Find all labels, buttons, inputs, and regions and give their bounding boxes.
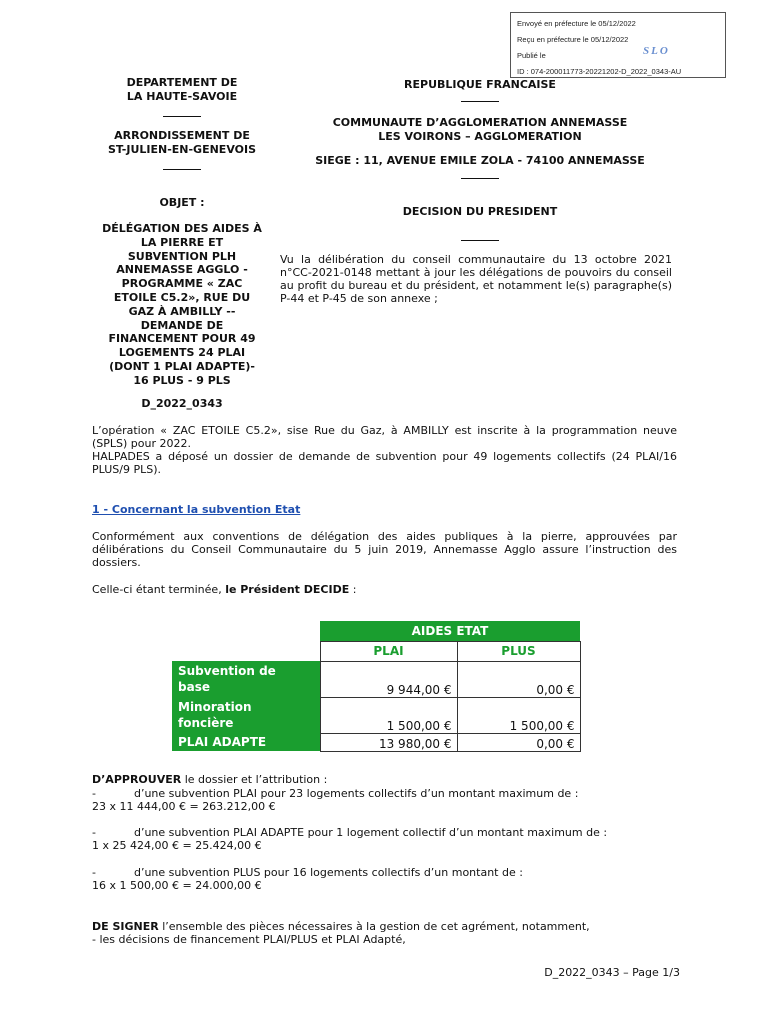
decide-line [92, 583, 677, 596]
section-1-title [92, 503, 300, 516]
approve-item [92, 826, 677, 852]
cell-plai: 1 500,00 € [320, 697, 457, 733]
decide-bold: le Président DECIDE [225, 583, 350, 596]
table-row [172, 697, 580, 733]
divider [163, 169, 201, 170]
sign-rest: l’ensemble des pièces nécessaires à la gestion de cet agrément, notamment, [158, 920, 590, 933]
prefecture-stamp [510, 12, 726, 78]
objet-line: LOGEMENTS 24 PLAI [118, 346, 246, 360]
objet-line: FINANCEMENT POUR 49 [108, 332, 256, 346]
cell-plai: 13 980,00 € [320, 733, 457, 751]
department-line2: LA HAUTE-SAVOIE [126, 90, 238, 103]
vu-deliberation: Vu la délibération du conseil communautaire du 13 octobre 2021 n°CC-2021-0148 mettant à jour les délégations de pouvoirs du conseil au profit du bureau et du président, et notamment le(s) paragraphe(s) P-44 et P-45 de son annexe ; [280, 253, 672, 305]
row-label-line: base [178, 680, 210, 694]
objet-line: SUBVENTION PLH [127, 249, 237, 263]
arrondissement-line1: ARRONDISSEMENT DE [114, 129, 250, 142]
department-block [92, 76, 272, 104]
divider [163, 116, 201, 117]
approve-item-calc: 23 x 11 444,00 € = 263.212,00 € [92, 800, 276, 813]
communaute-block [280, 116, 680, 144]
approve-title [92, 773, 677, 786]
dash: - [92, 787, 96, 800]
communaute-line1: COMMUNAUTE D’AGGLOMERATION ANNEMASSE [332, 116, 628, 129]
objet-line: ANNEMASSE AGGLO - [116, 263, 248, 277]
halpades-paragraph: HALPADES a déposé un dossier de demande de subvention pour 49 logements collectifs (24 PLAI/16 PLUS/9 PLS). [92, 450, 677, 476]
table-corner [172, 641, 320, 661]
operation-paragraph: L’opération « ZAC ETOILE C5.2», sise Rue du Gaz, à AMBILLY est inscrite à la programmation neuve (SPLS) pour 2022. [92, 424, 677, 450]
cell-plai: 9 944,00 € [320, 661, 457, 697]
objet-line: GAZ À AMBILLY -- [128, 304, 236, 318]
decide-suffix: : [349, 583, 357, 596]
row-label: PLAI ADAPTE [172, 733, 320, 751]
objet-line: PROGRAMME « ZAC [121, 277, 243, 291]
conformement-paragraph: Conformément aux conventions de délégation des aides publiques à la pierre, approuvées par délibérations du Conseil Communautaire du 5 juin 2019, Annemasse Agglo assure l’instruction des dossiers. [92, 530, 677, 569]
section-1-title-text: 1 - Concernant la subvention Etat [92, 503, 301, 516]
table-header: AIDES ETAT [320, 621, 580, 641]
approve-item-text: d’une subvention PLAI pour 23 logements collectifs d’un montant maximum de : [133, 787, 579, 800]
stamp-sent: Envoyé en préfecture le 05/12/2022 [517, 19, 636, 28]
decide-prefix: Celle-ci étant terminée, [92, 583, 226, 596]
row-label-line: foncière [178, 716, 234, 730]
approve-item-text: d’une subvention PLAI ADAPTE pour 1 logement collectif d’un montant maximum de : [133, 826, 608, 839]
department-line1: DEPARTEMENT DE [126, 76, 238, 89]
decision-title: DECISION DU PRESIDENT [402, 205, 558, 218]
table-row [172, 733, 580, 751]
page-footer: D_2022_0343 – Page 1/3 [544, 966, 680, 979]
arrondissement-block [92, 129, 272, 157]
objet-line: DÉLÉGATION DES AIDES À [102, 222, 262, 235]
dash: - [92, 826, 96, 839]
divider [461, 178, 499, 179]
stamp-published: Publié le [517, 51, 546, 60]
slo-logo: SLO [643, 45, 670, 57]
cell-plus: 0,00 € [457, 733, 580, 751]
approve-item-calc: 16 x 1 500,00 € = 24.000,00 € [92, 879, 262, 892]
republique-title: REPUBLIQUE FRANCAISE [404, 78, 556, 91]
row-label [172, 661, 320, 697]
row-label-line: Subvention de [178, 664, 276, 678]
objet-line: DEMANDE DE [140, 318, 224, 332]
aides-etat-table [172, 621, 581, 752]
row-label-line: Minoration [178, 700, 252, 714]
cell-plus: 1 500,00 € [457, 697, 580, 733]
column-plai: PLAI [320, 641, 457, 661]
dash: - [92, 866, 96, 879]
objet-label: OBJET : [159, 196, 205, 209]
stamp-id: ID : 074-200011773-20221202-D_2022_0343-AU [517, 67, 682, 76]
cell-plus: 0,00 € [457, 661, 580, 697]
divider [461, 101, 499, 102]
approve-item [92, 787, 677, 813]
approve-bold: D’APPROUVER [92, 773, 182, 786]
row-label [172, 697, 320, 733]
document-reference: D_2022_0343 [141, 397, 223, 410]
table-row [172, 661, 580, 697]
stamp-received: Reçu en préfecture le 05/12/2022 [517, 35, 629, 44]
objet-line: 16 PLUS - 9 PLS [133, 373, 231, 387]
objet-line: ETOILE C5.2», RUE DU [113, 290, 251, 304]
sign-line2: - les décisions de financement PLAI/PLUS et PLAI Adapté, [92, 933, 406, 946]
approve-rest: le dossier et l’attribution : [181, 773, 328, 786]
table-corner [172, 621, 320, 641]
divider [461, 240, 499, 241]
approve-item-calc: 1 x 25 424,00 € = 25.424,00 € [92, 839, 262, 852]
objet-line: LA PIERRE ET [140, 235, 224, 249]
arrondissement-line2: ST-JULIEN-EN-GENEVOIS [107, 143, 257, 156]
approve-item-text: d’une subvention PLUS pour 16 logements collectifs d’un montant de : [133, 866, 523, 879]
sign-title [92, 920, 692, 933]
sign-bold: DE SIGNER [92, 920, 159, 933]
objet-line: (DONT 1 PLAI ADAPTE)- [109, 359, 255, 373]
siege-address: SIEGE : 11, AVENUE EMILE ZOLA - 74100 ANNEMASSE [315, 154, 645, 167]
column-plus: PLUS [457, 641, 580, 661]
communaute-line2: LES VOIRONS – AGGLOMERATION [378, 130, 582, 143]
objet-text [92, 222, 272, 388]
approve-item [92, 866, 677, 892]
